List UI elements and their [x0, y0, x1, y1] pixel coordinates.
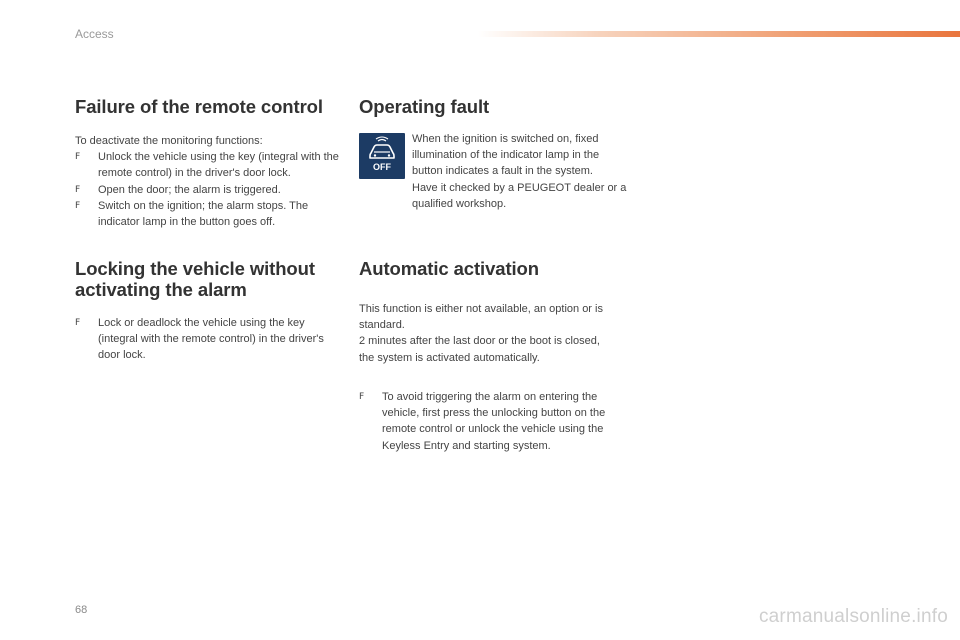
failure-intro: To deactivate the monitoring functions: — [75, 135, 263, 147]
bullet-marker: F — [75, 200, 81, 211]
bullet-marker: F — [75, 184, 81, 195]
bullet-marker: F — [75, 318, 81, 328]
fault-section — [359, 131, 629, 231]
automatic-paragraph-2: 2 minutes after the last door or the boot is closed, the system is activated automatically. — [359, 335, 600, 364]
list-item-text: Unlock the vehicle using the key (integral with the remote control) in the driver's door lock. — [98, 151, 339, 180]
list-item — [75, 149, 343, 181]
locking-bullet-list — [75, 315, 343, 364]
locking-title-line2: activating the alarm — [75, 279, 247, 300]
failure-title: Failure of the remote control — [75, 96, 323, 117]
list-item-text: Open the door; the alarm is triggered. — [98, 183, 281, 196]
automatic-title: Automatic activation — [359, 258, 539, 279]
page-number: 68 — [75, 604, 88, 616]
fault-title: Operating fault — [359, 96, 490, 117]
off-icon-label: OFF — [373, 162, 391, 172]
fault-description — [412, 131, 627, 212]
fault-line-1: When the ignition is switched on, fixed illumination of the indicator lamp in the button indicates a fault in the system. — [412, 133, 600, 178]
list-item — [75, 182, 343, 198]
alarm-off-button-icon — [359, 133, 405, 179]
locking-title — [75, 258, 343, 300]
watermark: carmanualsonline.info — [758, 606, 948, 627]
locking-title-line1: Locking the vehicle without — [75, 258, 315, 279]
bullet-marker: F — [359, 392, 365, 402]
list-item — [75, 198, 343, 230]
automatic-bullet-list — [359, 389, 621, 454]
automatic-description — [359, 301, 614, 366]
list-item — [75, 315, 343, 364]
fault-line-2: Have it checked by a PEUGEOT dealer or a qualified workshop. — [412, 181, 627, 210]
list-item-text: Lock or deadlock the vehicle using the key (integral with the remote control) in the driver's door lock. — [98, 317, 324, 362]
left-column — [75, 96, 343, 362]
bullet-marker: F — [75, 152, 81, 163]
header-gradient-bar — [478, 31, 960, 37]
locking-section — [75, 258, 343, 364]
list-item-text: Switch on the ignition; the alarm stops. The indicator lamp in the button goes off. — [98, 199, 309, 229]
section-label: Access — [75, 27, 114, 41]
list-item — [359, 389, 621, 454]
middle-column — [359, 96, 629, 452]
automatic-paragraph-1: This function is either not available, an option or is standard. — [359, 303, 603, 332]
failure-bullet-list — [75, 149, 343, 230]
list-item-text: To avoid triggering the alarm on entering the vehicle, first press the unlocking button on the remote control or unlock the vehicle using the Keyless Entry and starting system. — [382, 391, 606, 452]
